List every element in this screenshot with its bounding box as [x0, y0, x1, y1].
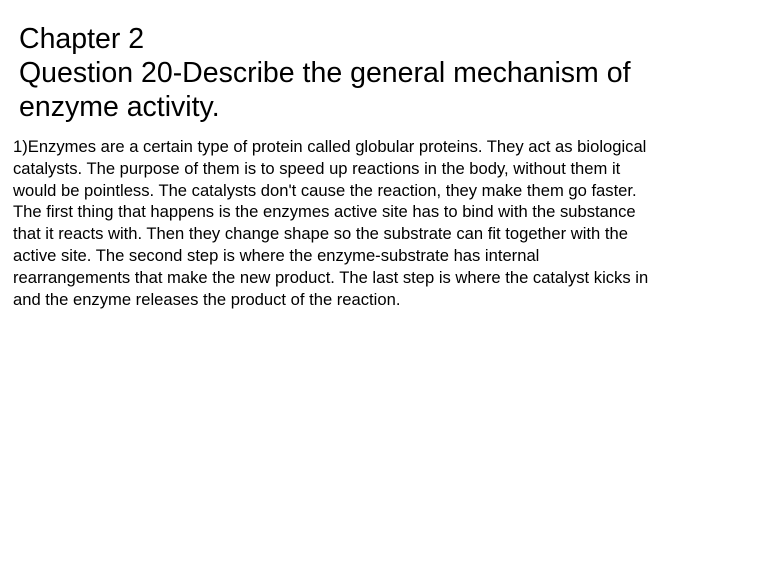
answer-line: The first thing that happens is the enzymes active site has to bind with the substance [13, 202, 636, 222]
answer-line: that it reacts with. Then they change shape so the substrate can fit together with the [13, 224, 628, 244]
answer-line: rearrangements that make the new product. The last step is where the catalyst kicks in [13, 267, 649, 287]
title-line-chapter: Chapter 2 [19, 23, 145, 55]
title-line-question-continued: enzyme activity. [19, 91, 220, 123]
answer-line: and the enzyme releases the product of the reaction. [13, 289, 401, 309]
title-line-question: Question 20-Describe the general mechanism of [19, 57, 631, 89]
answer-line: 1)Enzymes are a certain type of protein called globular proteins. They act as biological [13, 137, 647, 156]
slide-title [19, 22, 749, 124]
answer-line: catalysts. The purpose of them is to speed up reactions in the body, without them it [13, 158, 621, 178]
answer-text [13, 136, 753, 310]
answer-line: active site. The second step is where the enzyme-substrate has internal [13, 245, 540, 265]
answer-line: would be pointless. The catalysts don't cause the reaction, they make them go faster. [13, 180, 637, 200]
